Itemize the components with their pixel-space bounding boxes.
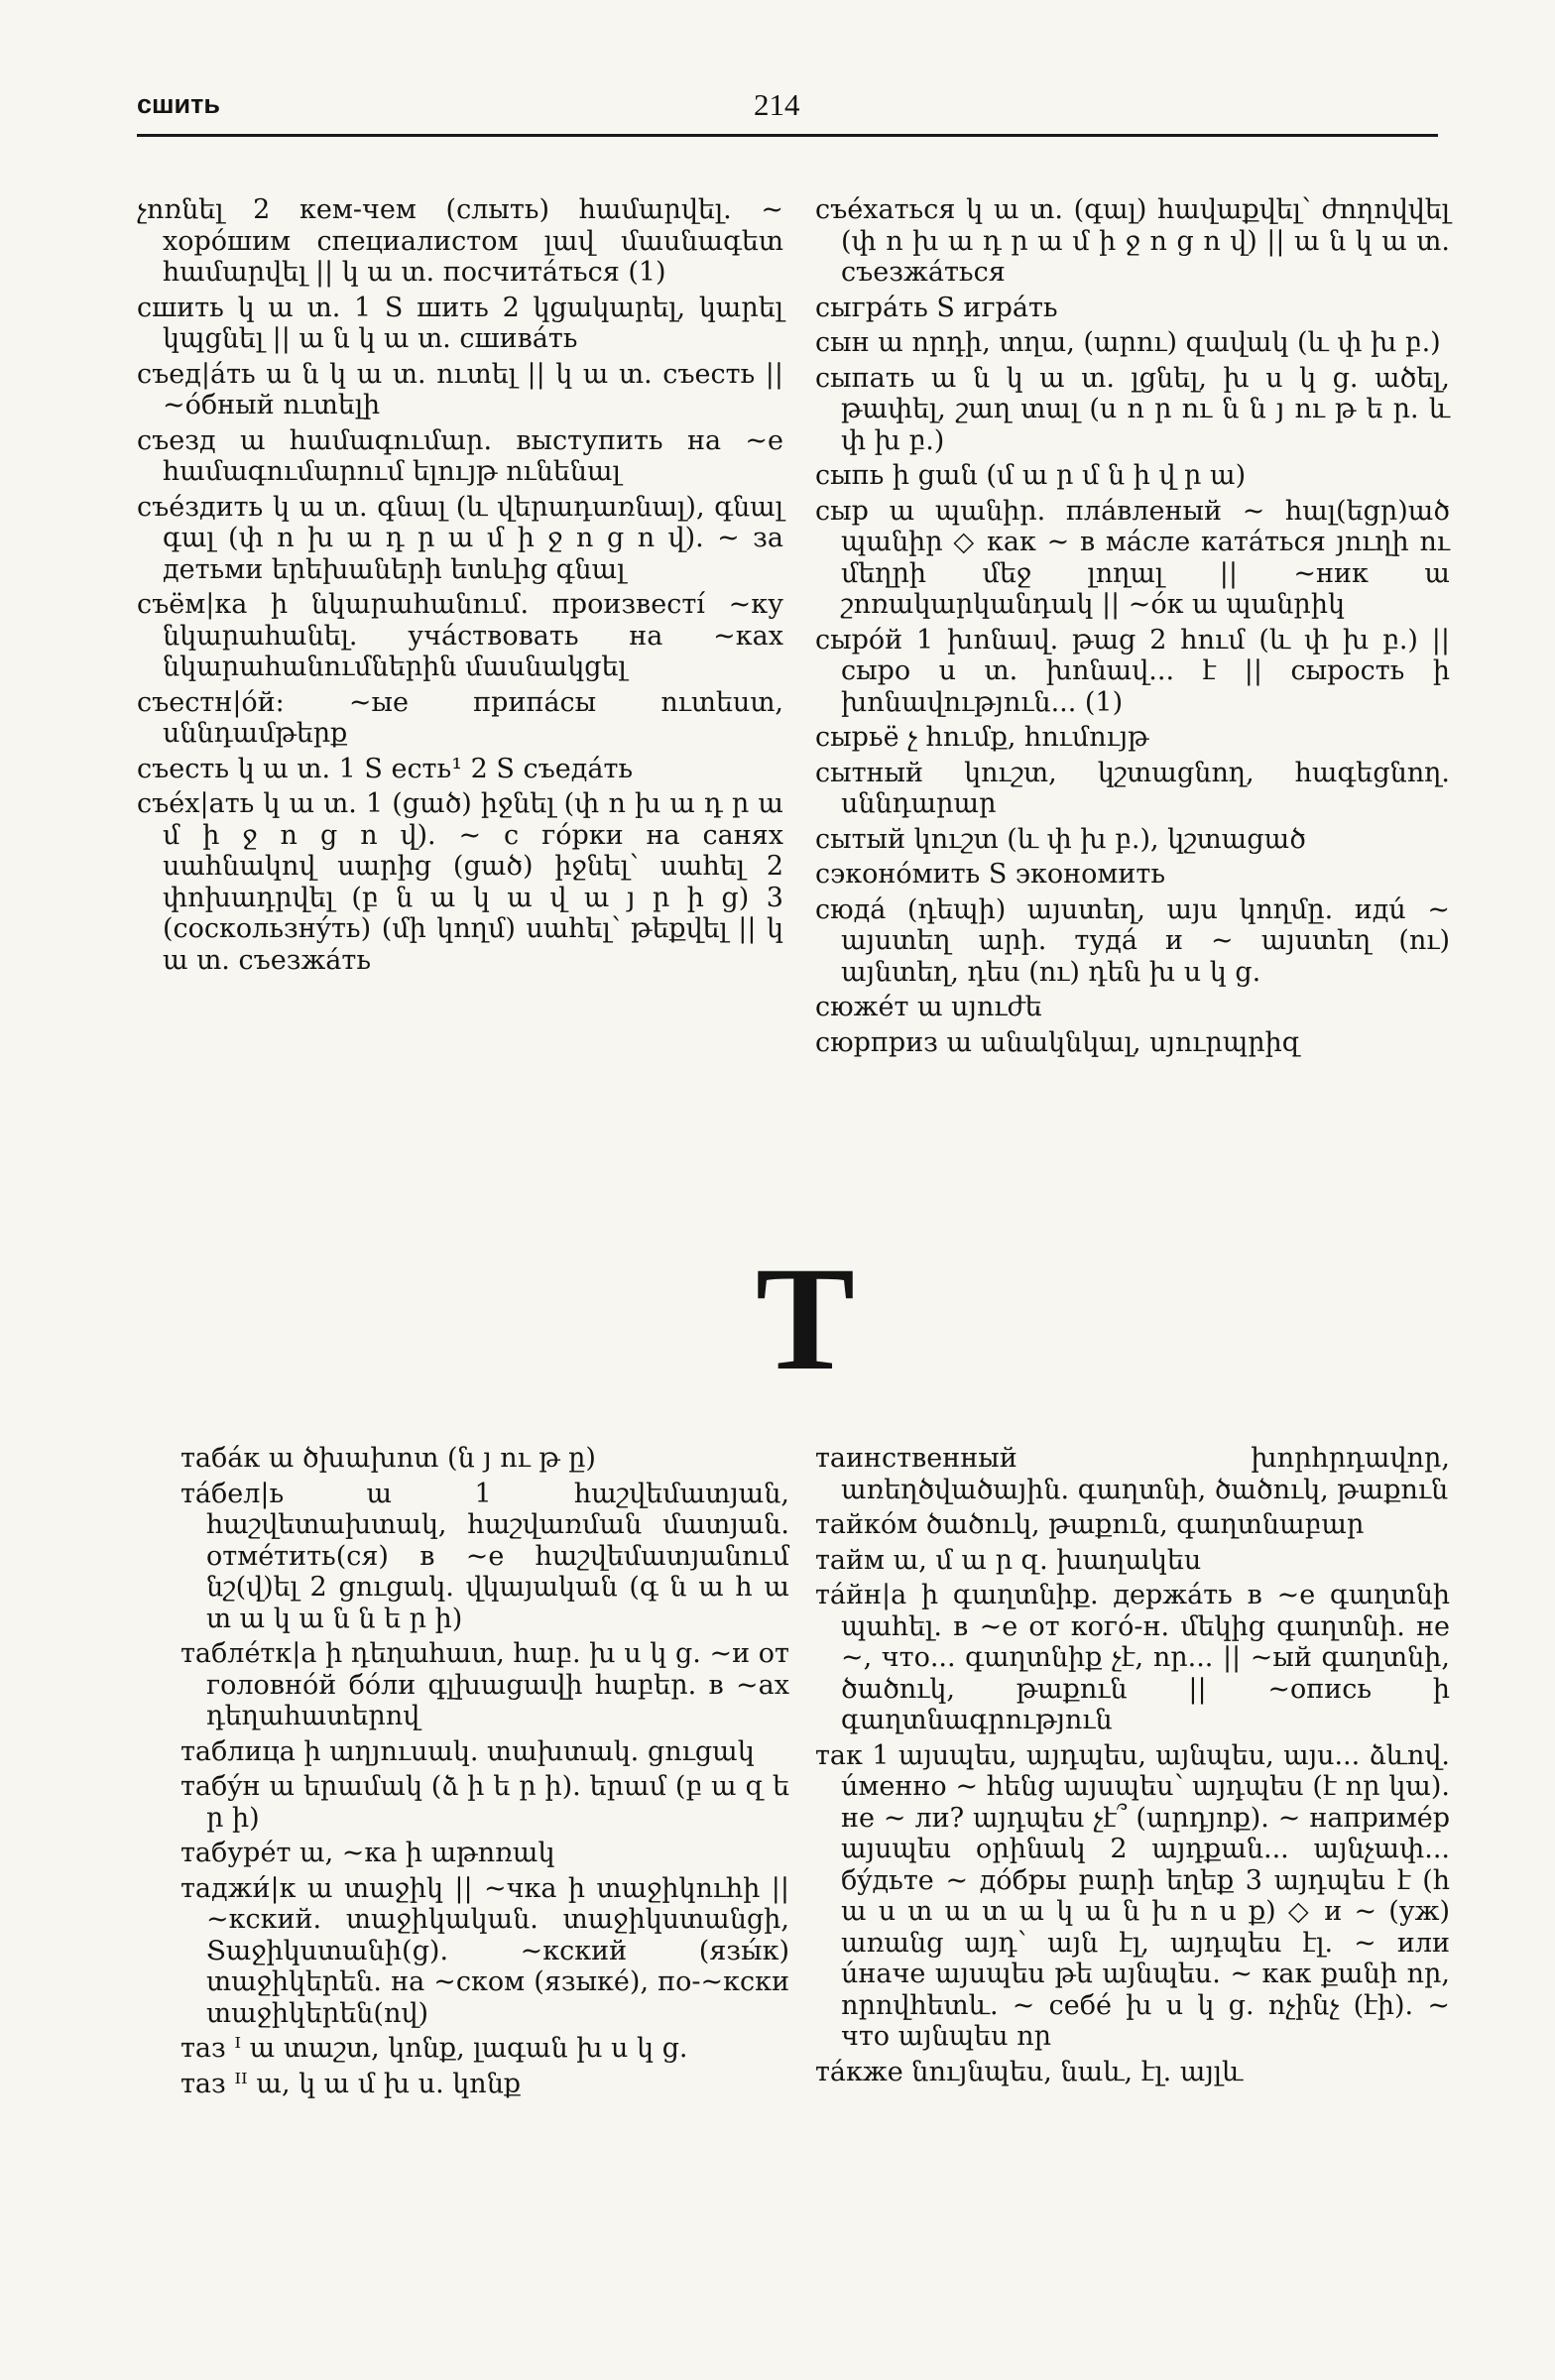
entry: тáбел|ь ա 1 հաշվեմատյան, հաշվետախտակ, հաշվառման մատյան. отмéтить(ся) в ~е հաշվեմատյանում նշ(վ)ել 2 ցուցակ. վկայական (գ ն ա հ ա տ ա կ ա ն ն ե ր ի) [180,1478,789,1634]
column-bottom-right [815,1443,1450,2091]
entry: сын ա որդի, տղա, (արու) զավակ (և փ խ բ.) [815,327,1441,358]
entry: сюдá (դեպի) այստեղ, այս կողմը. идú ~ այստեղ արի. тудá и ~ այստեղ (ու) այնտեղ, դես (ու) դեն խ ս կ ց. [815,893,1450,988]
entry: сюжéт ա սյուժե [815,992,1042,1022]
entry: таблица ի աղյուսակ. տախտակ. ցուցակ [180,1735,755,1767]
entry: сытный կուշտ, կշտացնող, հագեցնող. սննդարար [815,757,1450,819]
entry: таз ᴵ ա տաշտ, կոնք, լագան խ ս կ ց. [180,2033,688,2064]
column-top-right [815,194,1450,1062]
entry: չոռնել 2 кем-чем (слыть) համարվել. ~ хорóшим специалистом լավ մասնագետ համարվել || կ ա տ. посчитáться (1) [137,194,783,288]
entry: сырóй 1 խոնավ. թաց 2 հում (և փ խ բ.) || сыро ս տ. խոնավ... է || сырость ի խոնավություն... (1) [815,624,1450,718]
header-rule [137,134,1438,137]
column-bottom-left [180,1443,789,2103]
entry: сырьё չ հումք, հումույթ [815,722,1149,753]
entry: сыпь ի ցան (մ ա ր մ ն ի վ ր ա) [815,460,1247,491]
guide-word: сшить [137,89,220,119]
entry: сыгрáть S игрáть [815,292,1058,323]
page-number: 214 [754,87,800,122]
entry: съед|áть ա ն կ ա տ. ուտել || կ ա տ. съесть || ~óбный ուտելի [137,358,783,420]
entry: так 1 այսպես, այդպես, այնպես, այս... ձևով. úменно ~ հենց այսպես՝ այդպես (է որ կա). не ~ ли? այդպես չէ՞ (արդյոք). ~ напримéр այսպես օրինակ 2 այդքան... այնչափ... бýдьте ~ дóбры բարի եղեք 3 այդպես է (հ ա ս տ ա տ ա կ ա ն խ ո ս ք) ◇ и ~ (уж) առանց այդ՝ այն էլ, այդպես էլ. ~ или úначе այսպես թե այնպես. ~ как քանի որ, որովհետև. ~ себé խ ս կ ց. ոչինչ (էի). ~ что այնպես որ [815,1739,1450,2052]
entry: тайм ա, մ ա ր զ. խաղակես [815,1544,1202,1576]
entry: съéздить կ ա տ. գնալ (և վերադառնալ), գնալ գալ (փ ո խ ա դ ր ա մ ի ջ ո ց ո վ). ~ за детьми երեխաների ետևից գնալ [137,491,783,585]
entry: съезд ա համագումար. выступить на ~е համագումարում ելույթ ունենալ [137,424,783,487]
entry: тáйн|а ի գաղտնիք. держáть в ~е գաղտնի պահել. в ~е от когó-н. մեկից գաղտնի. не ~, что... գաղտնիք չէ, որ... || ~ый գաղտնի, ծածուկ, թաքուն || ~опись ի գաղտնագրություն [815,1580,1450,1735]
entry: сшить կ ա տ. 1 S шить 2 կցակարել, կարել կպցնել || ա ն կ ա տ. сшивáть [137,292,783,354]
entry: сюрприз ա անակնկալ, սյուրպրիզ [815,1026,1301,1058]
entry: съём|ка ի նկարահանում. произвестí ~ку նկարահանել. учáствовать на ~ках նկարահանումներին մասնակցել [137,589,783,682]
entry: сыпать ա ն կ ա տ. լցնել, խ ս կ ց. ածել, թափել, շաղ տալ (ս ո ր ու ն ն յ ու թ ե ր. և փ խ բ.) [815,362,1450,456]
entry: табýн ա երամակ (ձ ի ե ր ի). երամ (բ ա զ ե ր ի) [180,1771,789,1834]
entry: тайкóм ծածուկ, թաքուն, գաղտնաբար [815,1509,1365,1540]
entry: съесть կ ա տ. 1 S есть¹ 2 S съедáть [137,753,634,784]
entry: тáкже նույնպես, նաև, էլ. այլև [815,2056,1244,2087]
entry: таз ᴵᴵ ա, կ ա մ խ ս. կոնք [180,2068,522,2099]
entry: таджи́|к ա տաջիկ || ~чка ի տաջիկուհի || ~кский. տաջիկական. տաջիկստանցի, Տաջիկստանի(ց). ~кский (язы́к) տաջիկերեն. на ~ском (языкé), по-~кски տաջիկերեն(ով) [180,1872,789,2029]
entry: съестн|óй: ~ые припáсы ուտեստ, սննդամթերք [137,686,783,749]
entry: сэконóмить S экономить [815,859,1166,890]
section-letter: Т [755,1237,856,1401]
entry: таблéтк|а ի դեղահատ, հաբ. խ ս կ ց. ~и от головнóй бóли գլխացավի հաբեր. в ~ах դեղահատերով [180,1638,789,1731]
entry: табáк ա ծխախոտ (ն յ ու թ ը) [180,1443,596,1474]
entry: сыр ա պանիր. плáвленый ~ հալ(եցր)ած պանիր ◇ как ~ в мáсле катáться յուղի ու մեղրի մեջ լողալ || ~ник ա շոռակարկանդակ || ~óк ա պանրիկ [815,495,1450,620]
entry: таинственный խորհրդավոր, առեղծվածային. գաղտնի, ծածուկ, թաքուն [815,1443,1450,1505]
column-top-left [137,194,783,980]
entry: сытый կուշտ (և փ խ բ.), կշտացած [815,823,1306,855]
entry: съéх|ать կ ա տ. 1 (ցած) իջնել (փ ո խ ա դ ր ա մ ի ջ ո ց ո վ). ~ с гóрки на санях սահնակով սարից (ցած) իջնել՝ սահել 2 փոխադրվել (բ ն ա կ ա վ ա յ ր ի ց) 3 (соскользнýть) (մի կողմ) սահել՝ թեքվել || կ ա տ. съезжáть [137,788,783,976]
entry: съéхаться կ ա տ. (գալ) հավաքվել՝ ժողովվել (փ ո խ ա դ ր ա մ ի ջ ո ց ո վ) || ա ն կ ա տ. съезжáться [815,194,1450,288]
entry: табурéт ա, ~ка ի աթոռակ [180,1838,555,1868]
